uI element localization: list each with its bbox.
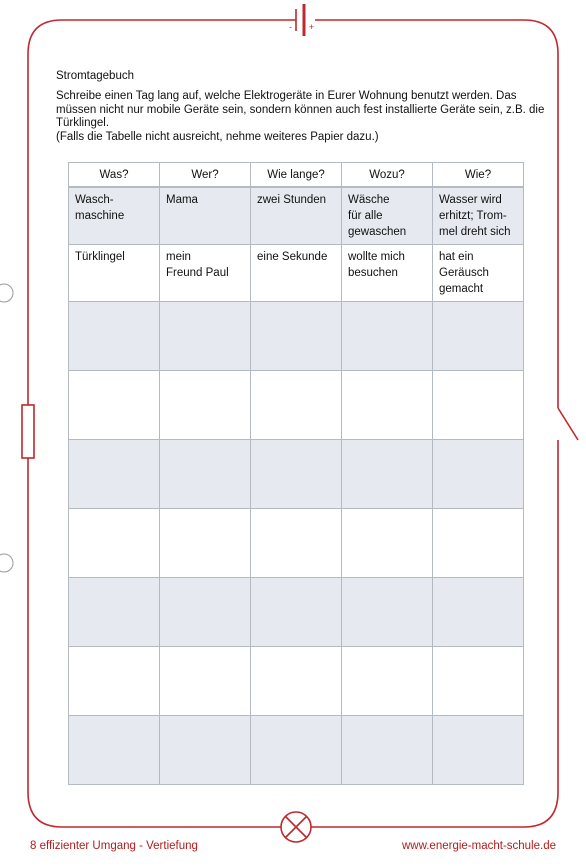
table-cell[interactable] (342, 716, 433, 785)
table-row (69, 302, 524, 371)
table-cell[interactable] (69, 302, 160, 371)
table-cell[interactable] (433, 647, 524, 716)
table-cell[interactable]: zwei Stunden (251, 187, 342, 245)
instruction-text: Schreibe einen Tag lang auf, welche Elektrogeräte in Eurer Wohnung benutzt werden. Das müssen nicht nur mobile Geräte sein, sondern können auch fest installierte Geräte sein, z.B. die Türklingel. (56, 90, 545, 129)
table-cell[interactable] (342, 509, 433, 578)
power-diary-table (68, 162, 524, 785)
table-cell[interactable]: hat ein Geräusch gemacht (433, 245, 524, 302)
page-title: Stromtagebuch (56, 70, 134, 82)
punch-hole-top (0, 284, 13, 302)
table-row (69, 371, 524, 440)
table-cell[interactable] (342, 578, 433, 647)
table-cell[interactable] (342, 302, 433, 371)
punch-hole-bottom (0, 554, 13, 572)
table-cell[interactable] (160, 302, 251, 371)
table-cell[interactable] (251, 509, 342, 578)
table-row (69, 509, 524, 578)
table-cell[interactable] (433, 716, 524, 785)
table-cell[interactable] (433, 578, 524, 647)
column-header-wozu: Wozu? (342, 163, 433, 188)
column-header-wie: Wie? (433, 163, 524, 188)
table-cell[interactable] (433, 509, 524, 578)
table-cell[interactable] (69, 716, 160, 785)
table-row (69, 716, 524, 785)
table-header-row (69, 163, 524, 188)
table-cell[interactable] (433, 302, 524, 371)
table-cell[interactable] (160, 716, 251, 785)
table-cell[interactable] (160, 440, 251, 509)
footer-chapter: 8 effizienter Umgang - Vertiefung (30, 840, 198, 852)
table-row (69, 245, 524, 302)
table-cell[interactable] (342, 371, 433, 440)
table-cell[interactable]: wollte mich besuchen (342, 245, 433, 302)
table-cell[interactable]: mein Freund Paul (160, 245, 251, 302)
table-cell[interactable]: eine Sekunde (251, 245, 342, 302)
table-cell[interactable] (433, 371, 524, 440)
footer-url: www.energie-macht-schule.de (401, 840, 556, 852)
table-row (69, 578, 524, 647)
table-cell[interactable] (69, 440, 160, 509)
instructions (56, 90, 556, 144)
table-cell[interactable] (433, 440, 524, 509)
table-cell[interactable] (69, 647, 160, 716)
table-cell[interactable] (251, 440, 342, 509)
table-cell[interactable]: Türklingel (69, 245, 160, 302)
table-cell[interactable] (160, 509, 251, 578)
table-cell[interactable] (160, 647, 251, 716)
table-cell[interactable]: Wäsche für alle gewaschen (342, 187, 433, 245)
table-cell[interactable]: Mama (160, 187, 251, 245)
table-cell[interactable]: Wasser wird erhitzt; Trom- mel dreht sich (433, 187, 524, 245)
table-cell[interactable] (251, 578, 342, 647)
battery-icon (296, 4, 304, 36)
table-cell[interactable] (251, 716, 342, 785)
table-cell[interactable] (69, 578, 160, 647)
table-cell[interactable] (251, 647, 342, 716)
column-header-wer: Wer? (160, 163, 251, 188)
table-row (69, 440, 524, 509)
column-header-wie-lange: Wie lange? (251, 163, 342, 188)
table-cell[interactable] (251, 302, 342, 371)
table-cell[interactable] (160, 371, 251, 440)
table-cell[interactable] (342, 647, 433, 716)
table-cell[interactable] (160, 578, 251, 647)
instruction-note: (Falls die Tabelle nicht ausreicht, nehme weiteres Papier dazu.) (56, 130, 379, 143)
table-cell[interactable]: Wasch- maschine (69, 187, 160, 245)
battery-plus-label: + (309, 22, 315, 32)
table-cell[interactable] (342, 440, 433, 509)
battery-minus-label: - (289, 22, 292, 32)
column-header-was: Was? (69, 163, 160, 188)
table-cell[interactable] (69, 371, 160, 440)
table-row (69, 647, 524, 716)
table-cell[interactable] (251, 371, 342, 440)
table-row (69, 187, 524, 245)
table-cell[interactable] (69, 509, 160, 578)
